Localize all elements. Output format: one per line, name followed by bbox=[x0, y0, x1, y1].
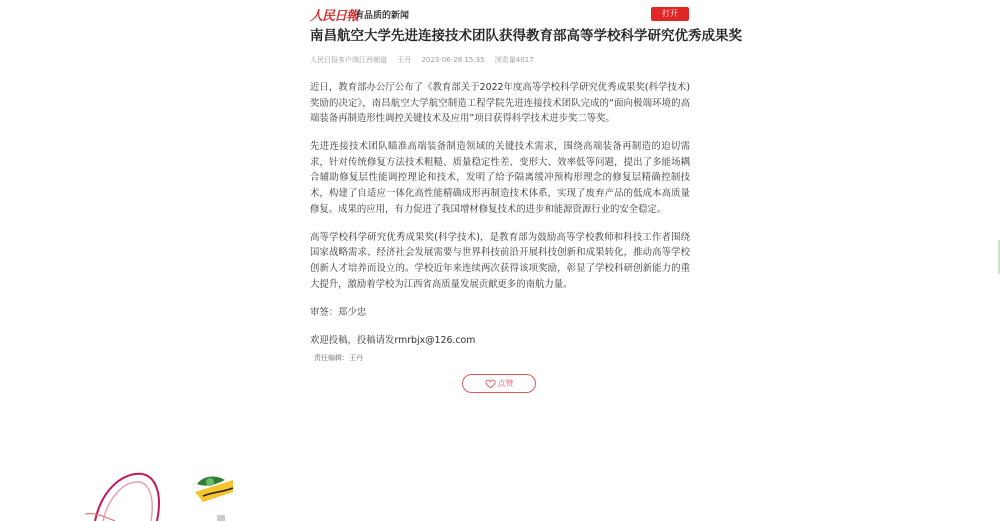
heart-icon bbox=[485, 378, 496, 389]
top-bar bbox=[310, 5, 690, 23]
submission-line: 欢迎投稿，投稿请发rmrbjx@126.com bbox=[310, 334, 476, 346]
header-slogan: 有品质的新闻 bbox=[355, 11, 410, 21]
reviewer-line: 审签：郑少忠 bbox=[310, 306, 367, 318]
decorative-illustration bbox=[85, 462, 235, 521]
responsible-editor: 责任编辑：王丹 bbox=[314, 354, 363, 362]
article-body bbox=[310, 80, 690, 361]
article-source: 人民日报客户端江西频道 bbox=[310, 56, 387, 64]
article-paragraph: 近日，教育部办公厅公布了《教育部关于2022年度高等学校科学研究优秀成果奖(科学技术)奖励的决定》，南昌航空大学航空制造工程学院先进连接技术团队完成的“面向极端环境的高端装备再制造形性调控关键技术及应用”项目获得科学技术进步奖二等奖。 bbox=[310, 82, 690, 125]
article-paragraph: 先进连接技术团队瞄准高端装备制造领域的关键技术需求，围绕高端装备再制造的迫切需求，针对传统修复方法技术粗糙、质量稳定性差、变形大、效率低等问题，提出了多能场耦合辅助修复层性能调控理论和技术，发明了给予隔离缓冲预构形理念的修复层精确控制技术，构建了自适应一体化高性能精确成形再制造技术体系，实现了废弃产品的低成本高质量修复。成果的应用，有力促进了我国增材修复技术的进步和能源资源行业的安全稳定。 bbox=[310, 141, 690, 215]
article-author: 王丹 bbox=[397, 56, 412, 64]
like-label: 点赞 bbox=[497, 379, 514, 388]
article-meta bbox=[310, 55, 542, 65]
article-paragraph: 高等学校科学研究优秀成果奖(科学技术)，是教育部为鼓励高等学校教师和科技工作者围绕国家战略需求、经济社会发展需要与世界科技前沿开展科技创新和成果转化，推动高等学校创新人才培养而设立的。学校近年来连续两次获得该项奖励，彰显了学校科研创新能力的重大提升，激励着学校为江西省高质量发展贡献更多的南航力量。 bbox=[310, 231, 690, 290]
article-datetime: 2023-06-28 15:35 bbox=[421, 56, 485, 64]
article-title: 南昌航空大学先进连接技术团队获得教育部高等学校科学研究优秀成果奖 bbox=[310, 28, 742, 44]
article-views: 浏览量4017 bbox=[494, 56, 534, 64]
people-daily-logo[interactable]: 人民日報 bbox=[310, 9, 359, 24]
open-app-button[interactable]: 打开 bbox=[651, 7, 689, 21]
like-button[interactable] bbox=[462, 374, 536, 393]
